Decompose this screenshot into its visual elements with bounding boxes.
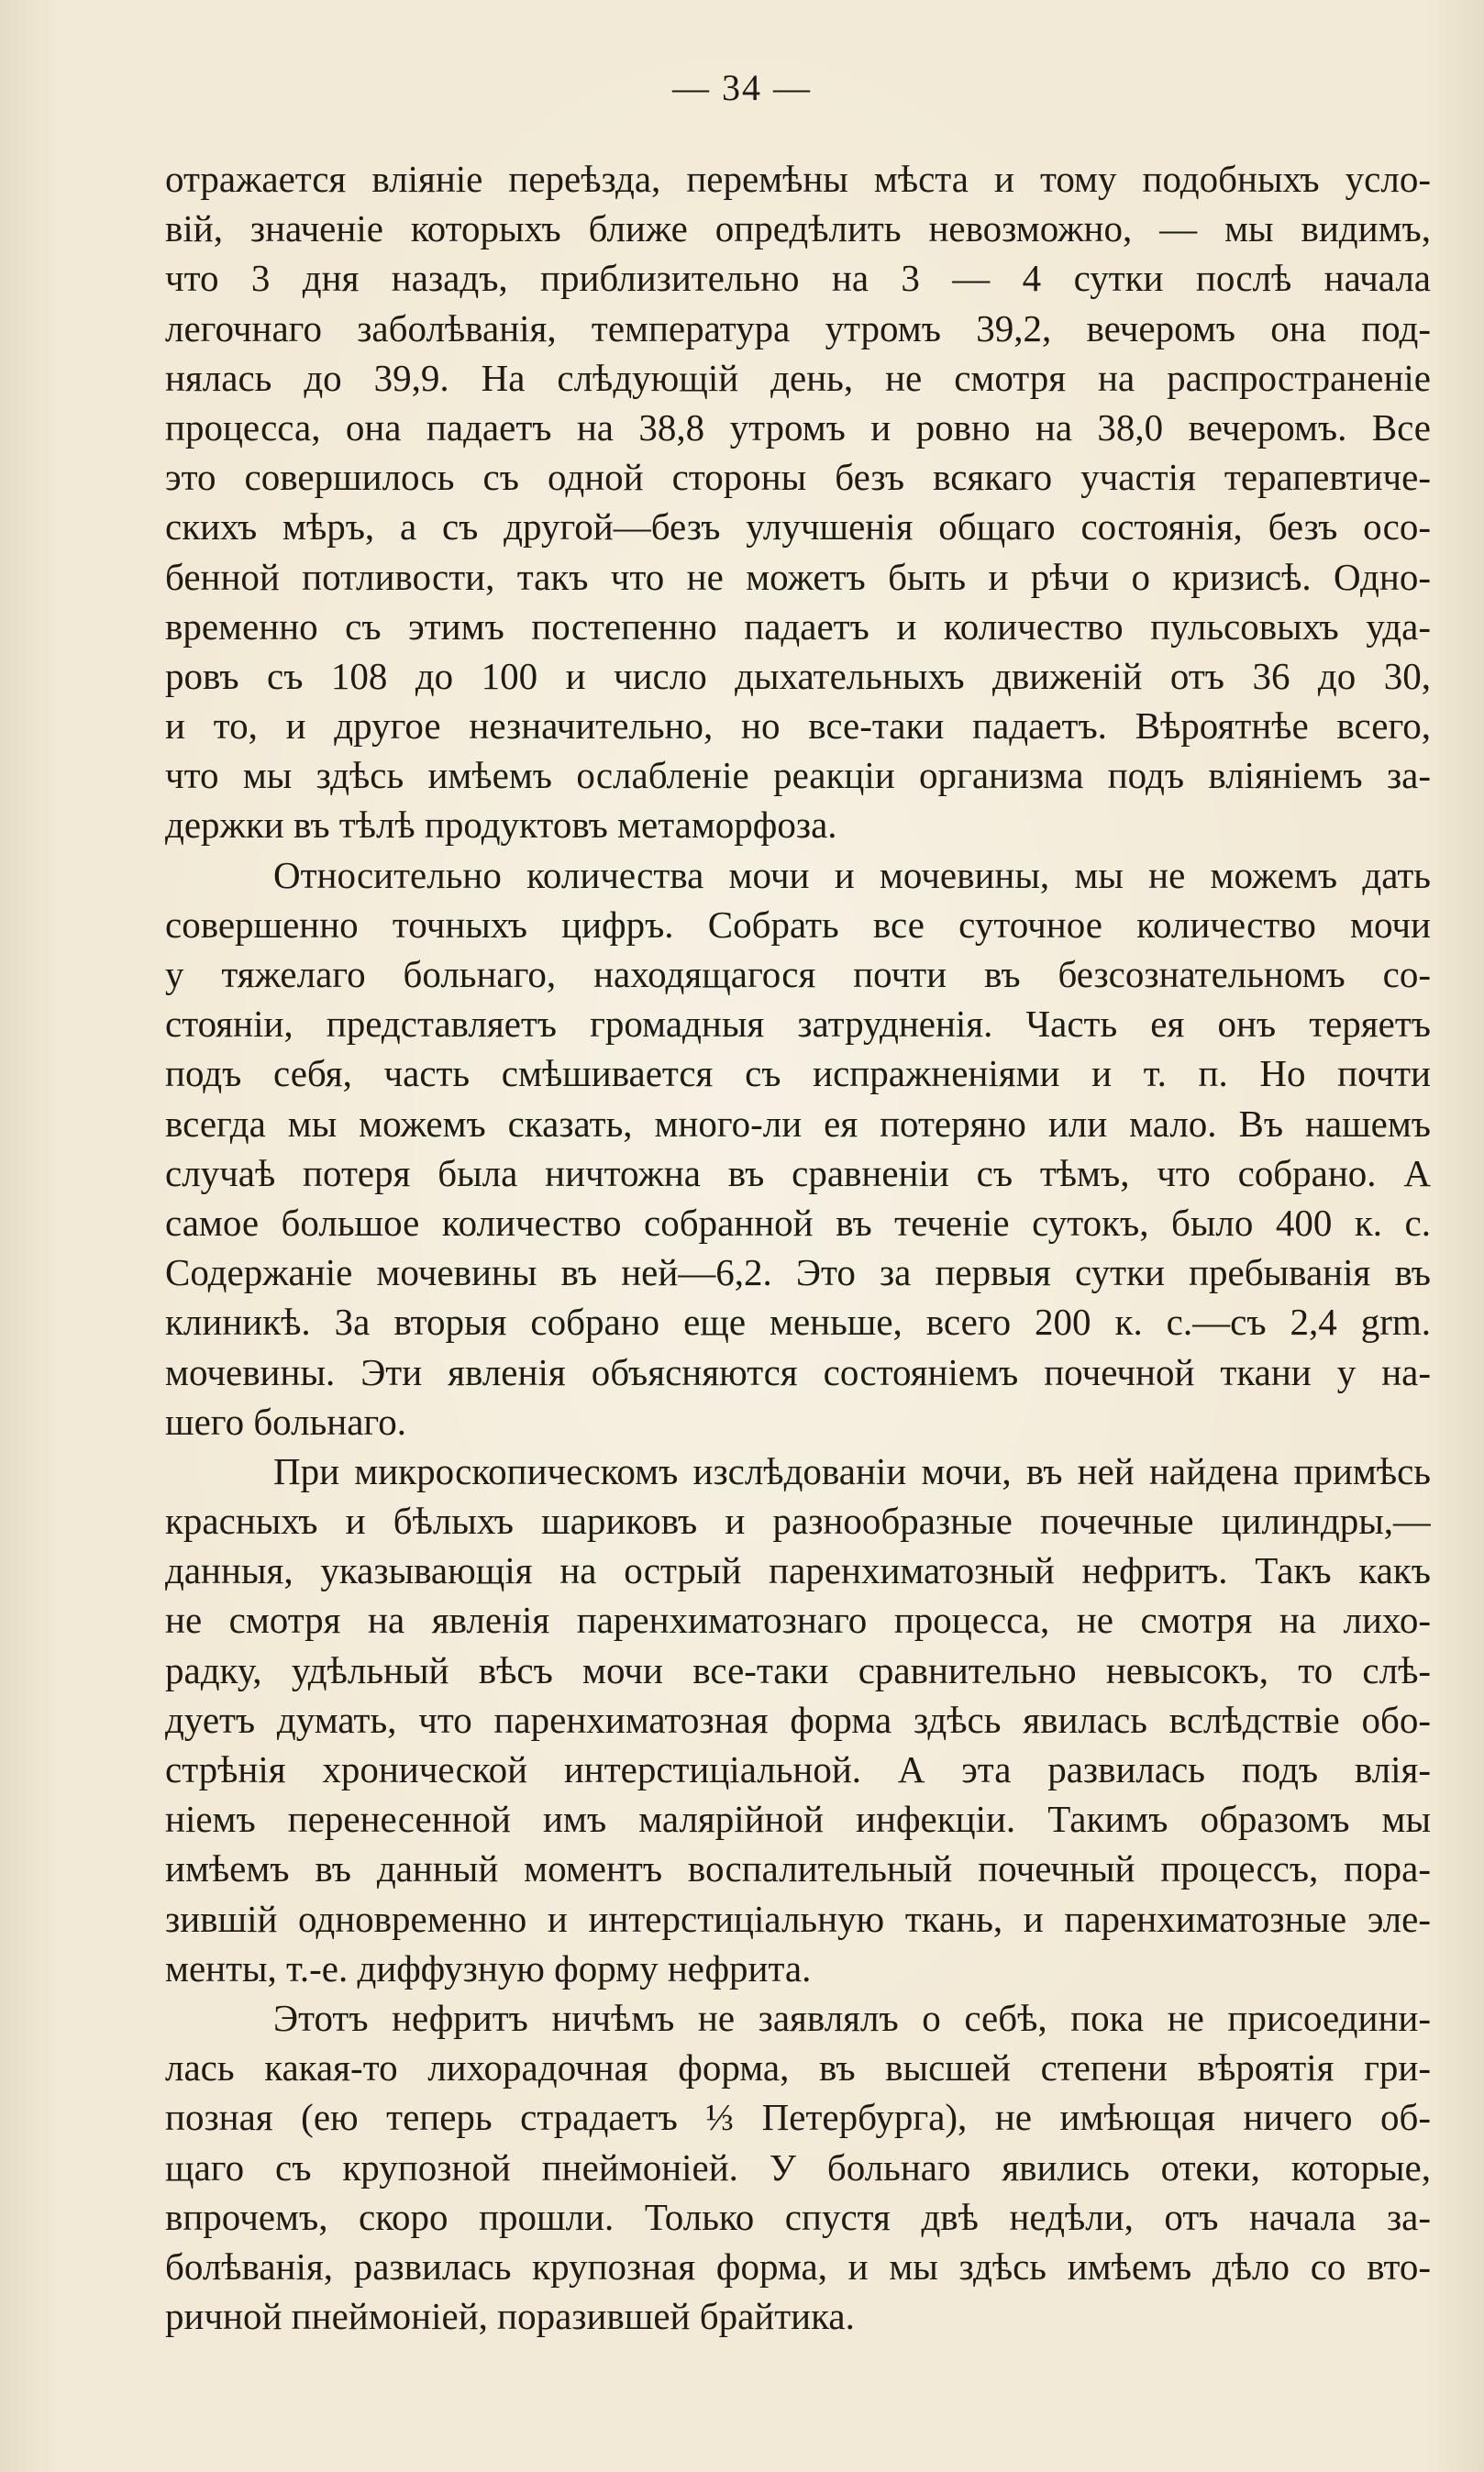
text-line: вій, значеніе которыхъ ближе опредѣлить невозможно, — мы видимъ, — [165, 207, 1431, 250]
text-line: клиникѣ. За вторыя собрано еще меньше, всего 200 к. с.—съ 2,4 grm. — [165, 1301, 1431, 1344]
text-line: держки въ тѣлѣ продуктовъ метаморфоза. — [165, 804, 837, 847]
text-line: зившій одновременно и интерстиціальную ткань, и паренхиматозные эле- — [165, 1897, 1431, 1940]
text-line: ричной пнеймоніей, поразившей брайтика. — [165, 2295, 855, 2338]
text-line: ровъ съ 108 до 100 и число дыхательныхъ движеній отъ 36 до 30, — [165, 654, 1431, 697]
text-line: ніемъ перенесенной имъ малярійной инфекціи. Такимъ образомъ мы — [165, 1798, 1431, 1841]
text-line: впрочемъ, скоро прошли. Только спустя двѣ недѣли, отъ начала за- — [165, 2195, 1431, 2238]
text-line: процесса, она падаетъ на 38,8 утромъ и ровно на 38,0 вечеромъ. Все — [165, 405, 1431, 449]
text-line: всегда мы можемъ сказать, много-ли ея потеряно или мало. Въ нашемъ — [165, 1102, 1431, 1145]
text-line: щаго съ крупозной пнеймоніей. У больнаго явились отеки, которые, — [165, 2145, 1431, 2189]
text-line: красныхъ и бѣлыхъ шариковъ и разнообразные почечные цилиндры,— — [165, 1500, 1431, 1543]
page-number: — 34 — — [672, 67, 812, 108]
text-line: Содержаніе мочевины въ ней—6,2. Это за первыя сутки пребыванія въ — [165, 1251, 1431, 1294]
text-line: мочевины. Эти явленія объясняются состояніемъ почечной ткани у на- — [165, 1350, 1431, 1393]
text-line: не смотря на явленія паренхиматознаго процесса, не смотря на лихо- — [165, 1599, 1431, 1642]
text-line: стрѣнія хронической интерстиціальной. А эта развилась подъ влія- — [165, 1748, 1431, 1790]
text-line: самое большое количество собранной въ теченіе сутокъ, было 400 к. с. — [165, 1201, 1431, 1244]
text-line: позная (ею теперь страдаетъ ⅓ Петербурга), не имѣющая ничего об- — [165, 2096, 1431, 2139]
text-line: подъ себя, часть смѣшивается съ испражненіями и т. п. Но почти — [165, 1052, 1431, 1095]
text-line: совершенно точныхъ цифръ. Собрать все суточное количество мочи — [165, 903, 1431, 946]
text-line: и то, и другое незначительно, но все-таки падаетъ. Вѣроятнѣе всего, — [165, 704, 1431, 748]
text-line: имѣемъ въ данный моментъ воспалительный почечный процессъ, пора- — [165, 1847, 1431, 1890]
text-line: что 3 дня назадъ, приблизительно на 3 — 4 сутки послѣ начала — [165, 257, 1431, 300]
paragraph-first-line: Относительно количества мочи и мочевины, мы не можемъ дать — [273, 853, 1431, 896]
paragraph-first-line: Этотъ нефритъ ничѣмъ не заявлялъ о себѣ, пока не присоедини- — [273, 1996, 1431, 2039]
text-line: менты, т.-е. диффузную форму нефрита. — [165, 1946, 812, 1990]
body-text — [165, 154, 1431, 2341]
text-line: бенной потливости, такъ что не можетъ быть и рѣчи о кризисѣ. Одно- — [165, 555, 1431, 598]
text-line: временно съ этимъ постепенно падаетъ и количество пульсовыхъ уда- — [165, 604, 1431, 648]
paragraph-first-line: При микроскопическомъ изслѣдованіи мочи, въ ней найдена примѣсь — [273, 1449, 1431, 1492]
text-line: дуетъ думать, что паренхиматозная форма здѣсь явилась вслѣдствіе обо- — [165, 1698, 1431, 1741]
text-line: болѣванія, развилась крупозная форма, и мы здѣсь имѣемъ дѣло со вто- — [165, 2245, 1431, 2288]
text-line: отражается вліяніе переѣзда, перемѣны мѣста и тому подобныхъ усло- — [165, 158, 1431, 200]
text-line: легочнаго заболѣванія, температура утромъ 39,2, вечеромъ она под- — [165, 306, 1431, 349]
text-line: радку, удѣльный вѣсъ мочи все-таки сравнительно невысокъ, то слѣ- — [165, 1648, 1431, 1691]
text-line: это совершилось съ одной стороны безъ всякаго участія терапевтиче- — [165, 456, 1431, 499]
text-line: данныя, указывающія на острый паренхиматозный нефритъ. Такъ какъ — [165, 1549, 1431, 1592]
text-line: что мы здѣсь имѣемъ ослабленіе реакціи организма подъ вліяніемъ за- — [165, 754, 1431, 797]
text-line: нялась до 39,9. На слѣдующій день, не смотря на распространеніе — [165, 356, 1431, 399]
text-line: у тяжелаго больнаго, находящагося почти въ безсознательномъ со- — [165, 953, 1431, 995]
text-line: скихъ мѣръ, а съ другой—безъ улучшенія общаго состоянія, безъ осо- — [165, 505, 1431, 549]
text-line: шего больнаго. — [165, 1400, 406, 1443]
text-line: случаѣ потеря была ничтожна въ сравненіи съ тѣмъ, что собрано. А — [165, 1151, 1431, 1194]
text-line: лась какая-то лихорадочная форма, въ высшей степени вѣроятія гри- — [165, 2046, 1431, 2090]
text-line: стояніи, представляетъ громадныя затрудненія. Часть ея онъ теряетъ — [165, 1003, 1431, 1046]
